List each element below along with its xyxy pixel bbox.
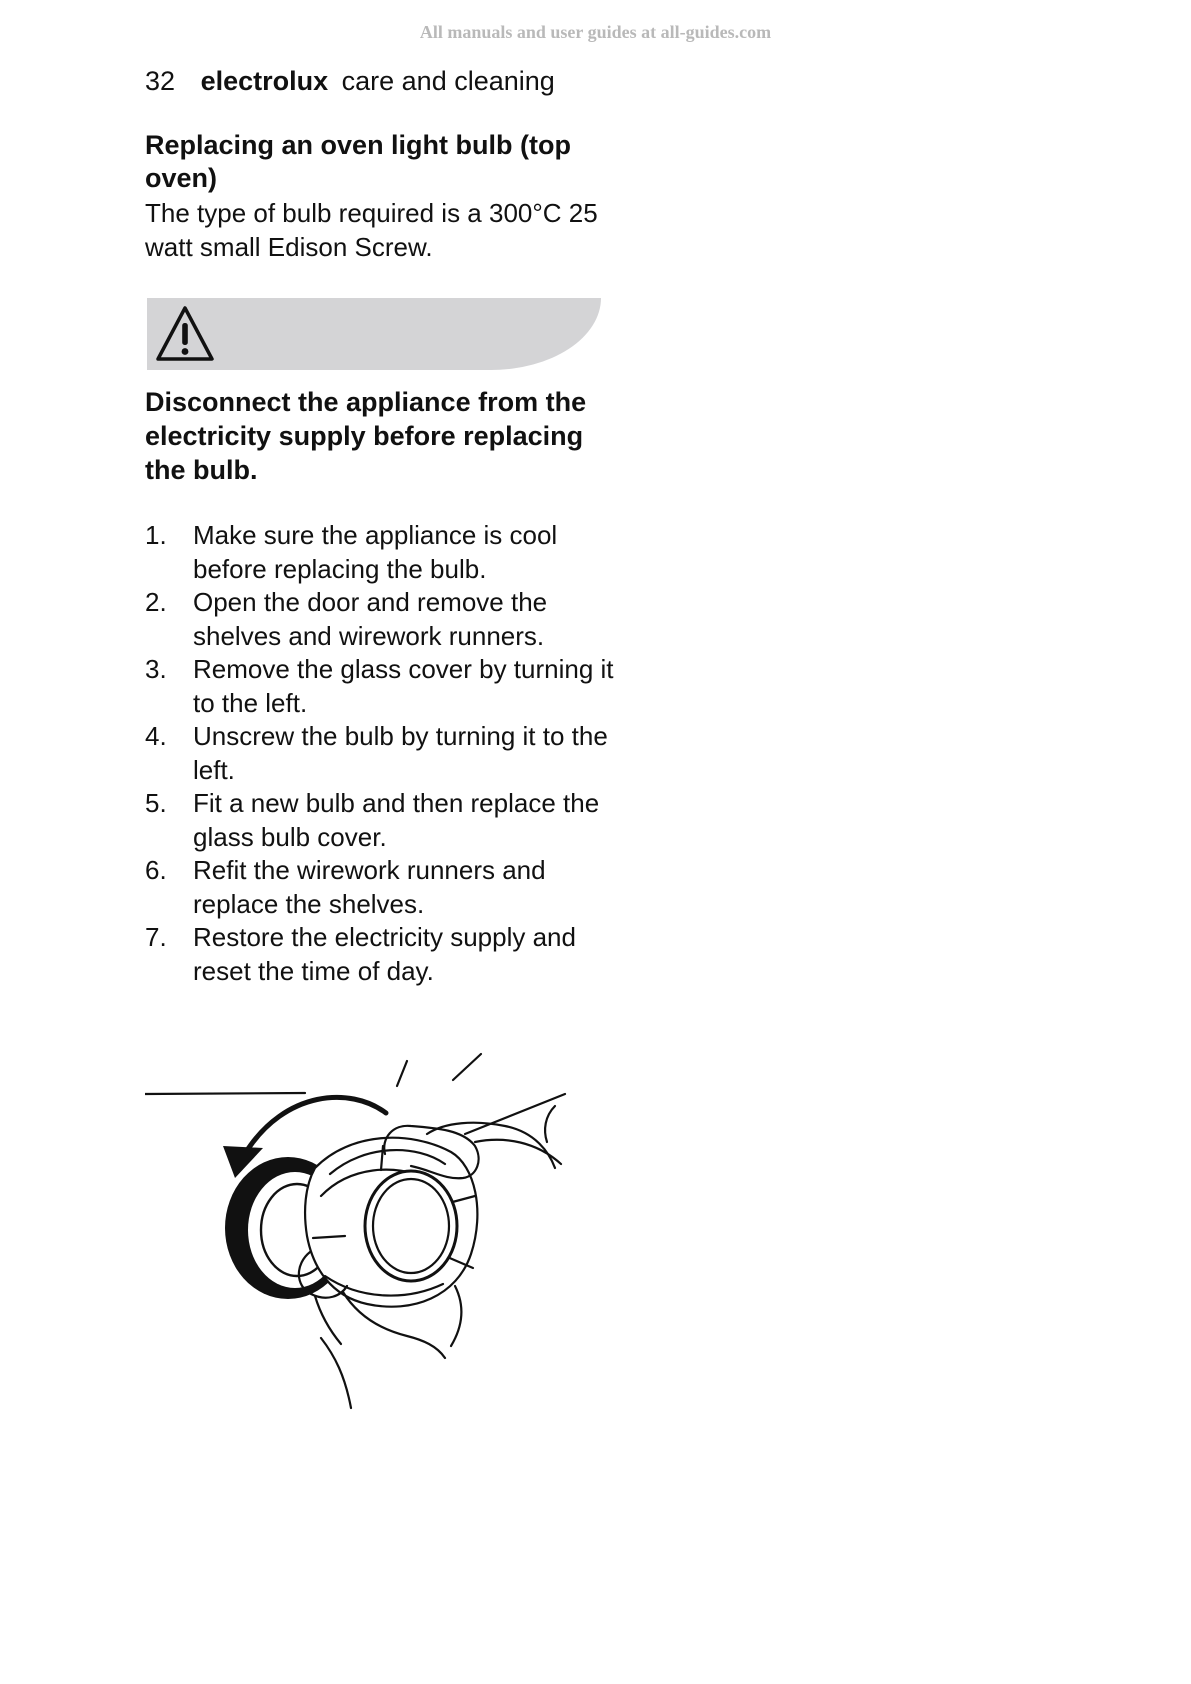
watermark: All manuals and user guides at all-guides.com xyxy=(419,22,772,42)
step-item xyxy=(145,519,625,586)
intro-text: The type of bulb required is a 300°C 25 watt small Edison Screw. xyxy=(145,198,598,262)
warning-banner xyxy=(147,298,601,370)
step-text: Open the door and remove the shelves and wirework runners. xyxy=(193,587,548,651)
warning-triangle-icon xyxy=(154,304,216,366)
step-text: Make sure the appliance is cool before replacing the bulb. xyxy=(193,520,558,584)
step-number: 2. xyxy=(145,587,167,617)
section-name: care and cleaning xyxy=(341,66,555,96)
step-item xyxy=(145,720,625,787)
page-number: 32 xyxy=(145,66,176,96)
step-list xyxy=(145,519,625,988)
step-item xyxy=(145,921,625,988)
step-item xyxy=(145,653,625,720)
step-item xyxy=(145,854,625,921)
step-number: 5. xyxy=(145,788,167,818)
section-title: Replacing an oven light bulb (top oven) xyxy=(145,130,571,193)
step-number: 1. xyxy=(145,520,167,550)
step-text: Restore the electricity supply and reset the time of day. xyxy=(193,922,576,986)
step-text: Fit a new bulb and then replace the glass bulb cover. xyxy=(193,788,600,852)
step-number: 6. xyxy=(145,855,167,885)
brand-name: electrolux xyxy=(200,66,329,96)
step-text: Remove the glass cover by turning it to the left. xyxy=(193,654,614,718)
page-header xyxy=(145,66,555,97)
step-item xyxy=(145,586,625,653)
step-text: Refit the wirework runners and replace the shelves. xyxy=(193,855,546,919)
step-number: 4. xyxy=(145,721,167,751)
step-item xyxy=(145,787,625,854)
step-text: Unscrew the bulb by turning it to the left. xyxy=(193,721,608,785)
bulb-cover-illustration xyxy=(145,1046,605,1416)
step-number: 3. xyxy=(145,654,167,684)
warning-text: Disconnect the appliance from the electricity supply before replacing the bulb. xyxy=(145,387,587,485)
step-number: 7. xyxy=(145,922,167,952)
